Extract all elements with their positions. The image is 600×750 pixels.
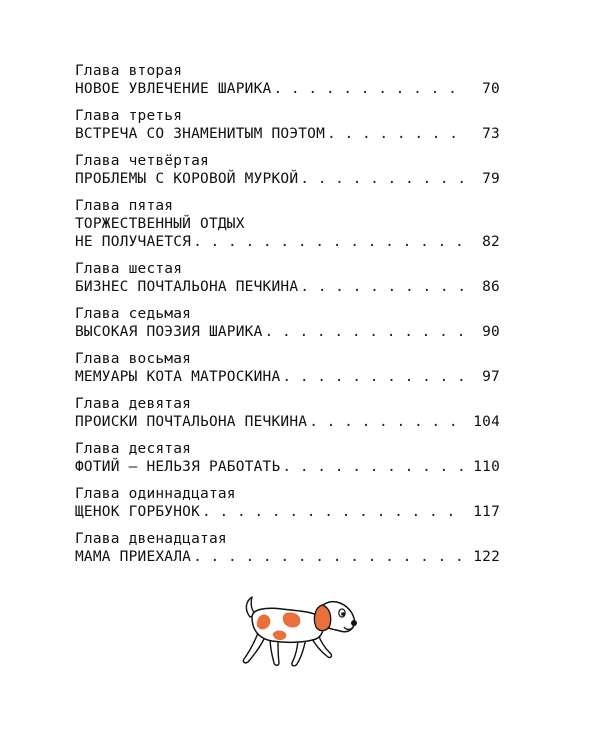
chapter-title: БИЗНЕС ПОЧТАЛЬОНА ПЕЧКИНА	[75, 279, 299, 295]
page-number: 79	[482, 171, 500, 187]
dot-leader	[300, 170, 466, 188]
chapter-title-row	[75, 323, 500, 341]
chapter-title: ПРОИСКИ ПОЧТАЛЬОНА ПЕЧКИНА	[75, 414, 308, 430]
chapter-label: Глава одиннадцатая	[75, 486, 236, 502]
dot-leader	[300, 278, 466, 296]
chapter-title-row	[75, 80, 500, 98]
chapter-label: Глава двенадцатая	[75, 531, 227, 547]
page-number: 97	[482, 369, 500, 385]
puppy-body	[252, 608, 323, 642]
chapter-title: НОВОЕ УВЛЕЧЕНИЕ ШАРИКА	[75, 81, 272, 97]
chapter-label: Глава девятая	[75, 396, 192, 412]
chapter-title-row	[75, 413, 500, 431]
dot-leader	[309, 413, 466, 431]
chapter-label: Глава третья	[75, 108, 183, 124]
chapter-title: МАМА ПРИЕХАЛА	[75, 549, 192, 565]
page-number: 122	[473, 549, 500, 565]
chapter-title: ВСТРЕЧА СО ЗНАМЕНИТЫМ ПОЭТОМ	[75, 126, 326, 142]
puppy-head	[314, 602, 357, 632]
toc-entry[interactable]	[75, 260, 500, 296]
toc-entry[interactable]	[75, 197, 500, 251]
chapter-label: Глава седьмая	[75, 306, 192, 322]
chapter-label: Глава шестая	[75, 261, 183, 277]
dot-leader	[327, 125, 466, 143]
dot-leader	[265, 323, 466, 341]
toc-entry[interactable]	[75, 152, 500, 188]
page-number: 104	[473, 414, 500, 430]
toc-entry[interactable]	[75, 440, 500, 476]
toc-entry[interactable]	[75, 62, 500, 98]
chapter-label: Глава вторая	[75, 63, 183, 79]
chapter-title-row	[75, 548, 500, 566]
chapter-title: ФОТИЙ — НЕЛЬЗЯ РАБОТАТЬ	[75, 459, 281, 475]
chapter-title-row	[75, 368, 500, 386]
chapter-title-row	[75, 278, 500, 296]
chapter-title-row	[75, 170, 500, 188]
page-number: 82	[482, 234, 500, 250]
page-number: 90	[482, 324, 500, 340]
dot-leader	[282, 368, 466, 386]
dot-leader	[193, 548, 466, 566]
dot-leader	[282, 458, 466, 476]
chapter-title-row	[75, 503, 500, 521]
chapter-title: ЩЕНОК ГОРБУНОК	[75, 504, 201, 520]
chapter-title: НЕ ПОЛУЧАЕТСЯ	[75, 234, 192, 250]
chapter-title-row	[75, 233, 500, 251]
puppy-nose	[351, 620, 357, 626]
toc-entry[interactable]	[75, 305, 500, 341]
chapter-title: МЕМУАРЫ КОТА МАТРОСКИНА	[75, 369, 281, 385]
page-number: 110	[473, 459, 500, 475]
chapter-label: Глава восьмая	[75, 351, 192, 367]
chapter-label: Глава десятая	[75, 441, 192, 457]
chapter-title: ВЫСОКАЯ ПОЭЗИЯ ШАРИКА	[75, 324, 263, 340]
dot-leader	[193, 233, 466, 251]
chapter-title-line: ТОРЖЕСТВЕННЫЙ ОТДЫХ	[75, 216, 245, 232]
page-number: 117	[473, 504, 500, 520]
chapter-title-row	[75, 125, 500, 143]
chapter-label: Глава пятая	[75, 198, 174, 214]
toc-entry[interactable]	[75, 107, 500, 143]
page-number: 73	[482, 126, 500, 142]
puppy-illustration	[236, 593, 360, 673]
page-number: 86	[482, 279, 500, 295]
dot-leader	[273, 80, 466, 98]
dot-leader	[202, 503, 466, 521]
toc-entry[interactable]	[75, 485, 500, 521]
chapter-label: Глава четвёртая	[75, 153, 209, 169]
toc-entry[interactable]	[75, 350, 500, 386]
page-number: 70	[482, 81, 500, 97]
toc-entry[interactable]	[75, 395, 500, 431]
chapter-title: ПРОБЛЕМЫ С КОРОВОЙ МУРКОЙ	[75, 171, 299, 187]
toc-entry[interactable]	[75, 530, 500, 566]
chapter-title-row	[75, 458, 500, 476]
table-of-contents	[75, 62, 500, 575]
